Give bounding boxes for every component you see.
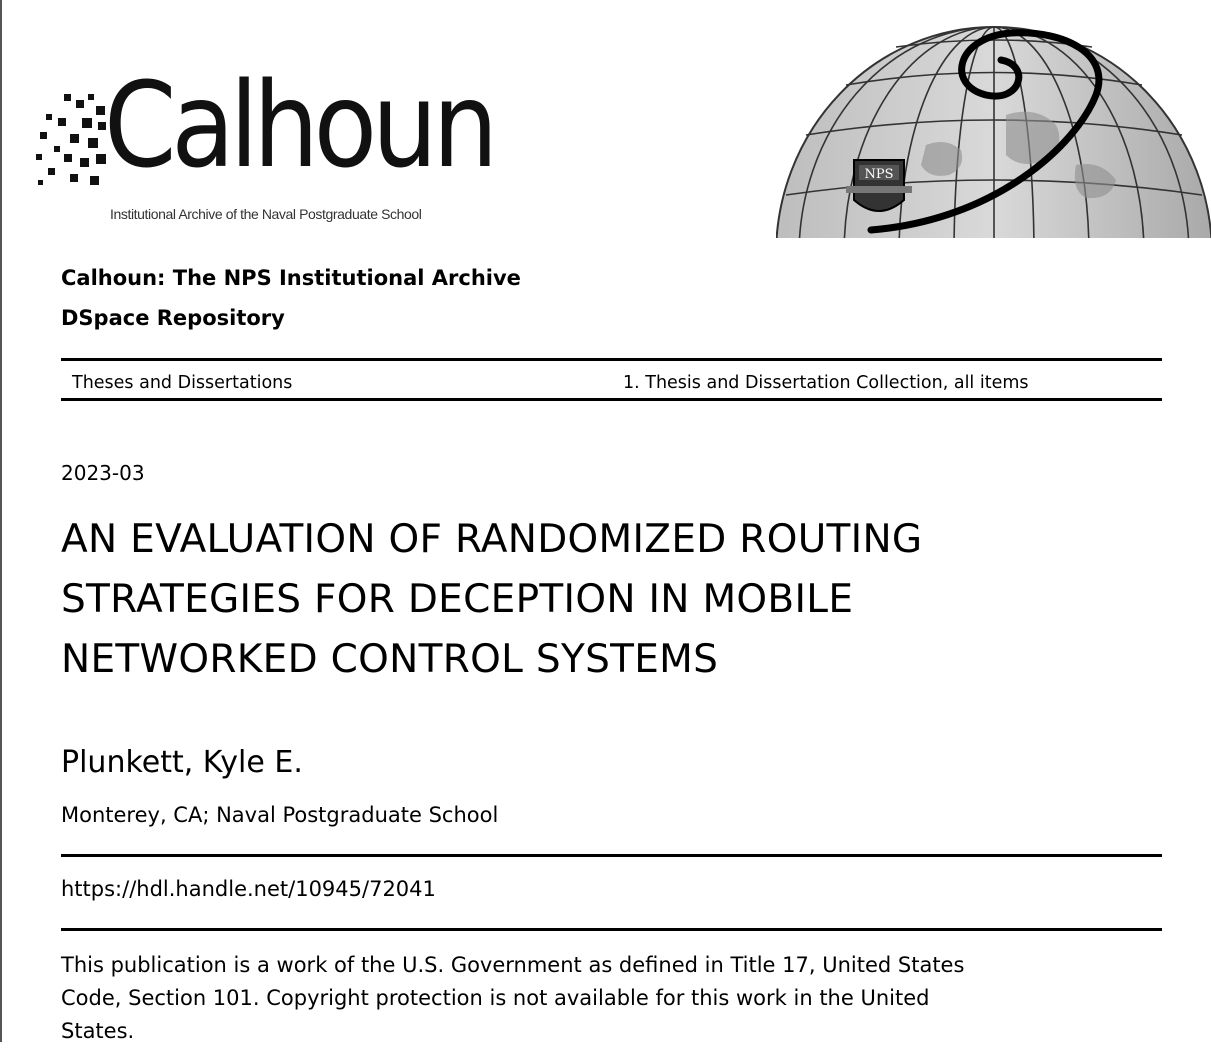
page-edge (0, 0, 2, 1042)
archive-header (61, 258, 521, 338)
author-name: Plunkett, Kyle E. (61, 745, 303, 780)
pixel-dots-icon (34, 88, 114, 198)
divider (61, 928, 1162, 931)
seal-text: NPS (864, 167, 894, 182)
logo-subtitle: Institutional Archive of the Naval Postgraduate School (110, 206, 422, 222)
nps-globe-icon (776, 25, 1211, 238)
publisher-info: Monterey, CA; Naval Postgraduate School (61, 803, 499, 827)
publication-date: 2023-03 (61, 461, 145, 485)
divider (61, 854, 1162, 857)
rights-statement: This publication is a work of the U.S. Government as defined in Title 17, United States Code, Section 101. Copyright protection is not available for this work in the United States. (61, 953, 965, 1043)
collection-row (72, 373, 1152, 393)
sub-collection-link[interactable]: 1. Thesis and Dissertation Collection, all items (623, 373, 1029, 393)
logo-wordmark: Calhoun (104, 56, 494, 194)
archive-name: Calhoun: The NPS Institutional Archive (61, 266, 521, 290)
handle-link[interactable]: https://hdl.handle.net/10945/72041 (61, 877, 436, 901)
divider (61, 358, 1162, 361)
collection-link[interactable]: Theses and Dissertations (72, 373, 293, 393)
calhoun-logo (34, 56, 494, 228)
divider (61, 398, 1162, 401)
repository-name: DSpace Repository (61, 306, 285, 330)
document-title: AN EVALUATION OF RANDOMIZED ROUTING STRATEGIES FOR DECEPTION IN MOBILE NETWORKED CONTROL SYSTEMS (61, 517, 923, 682)
